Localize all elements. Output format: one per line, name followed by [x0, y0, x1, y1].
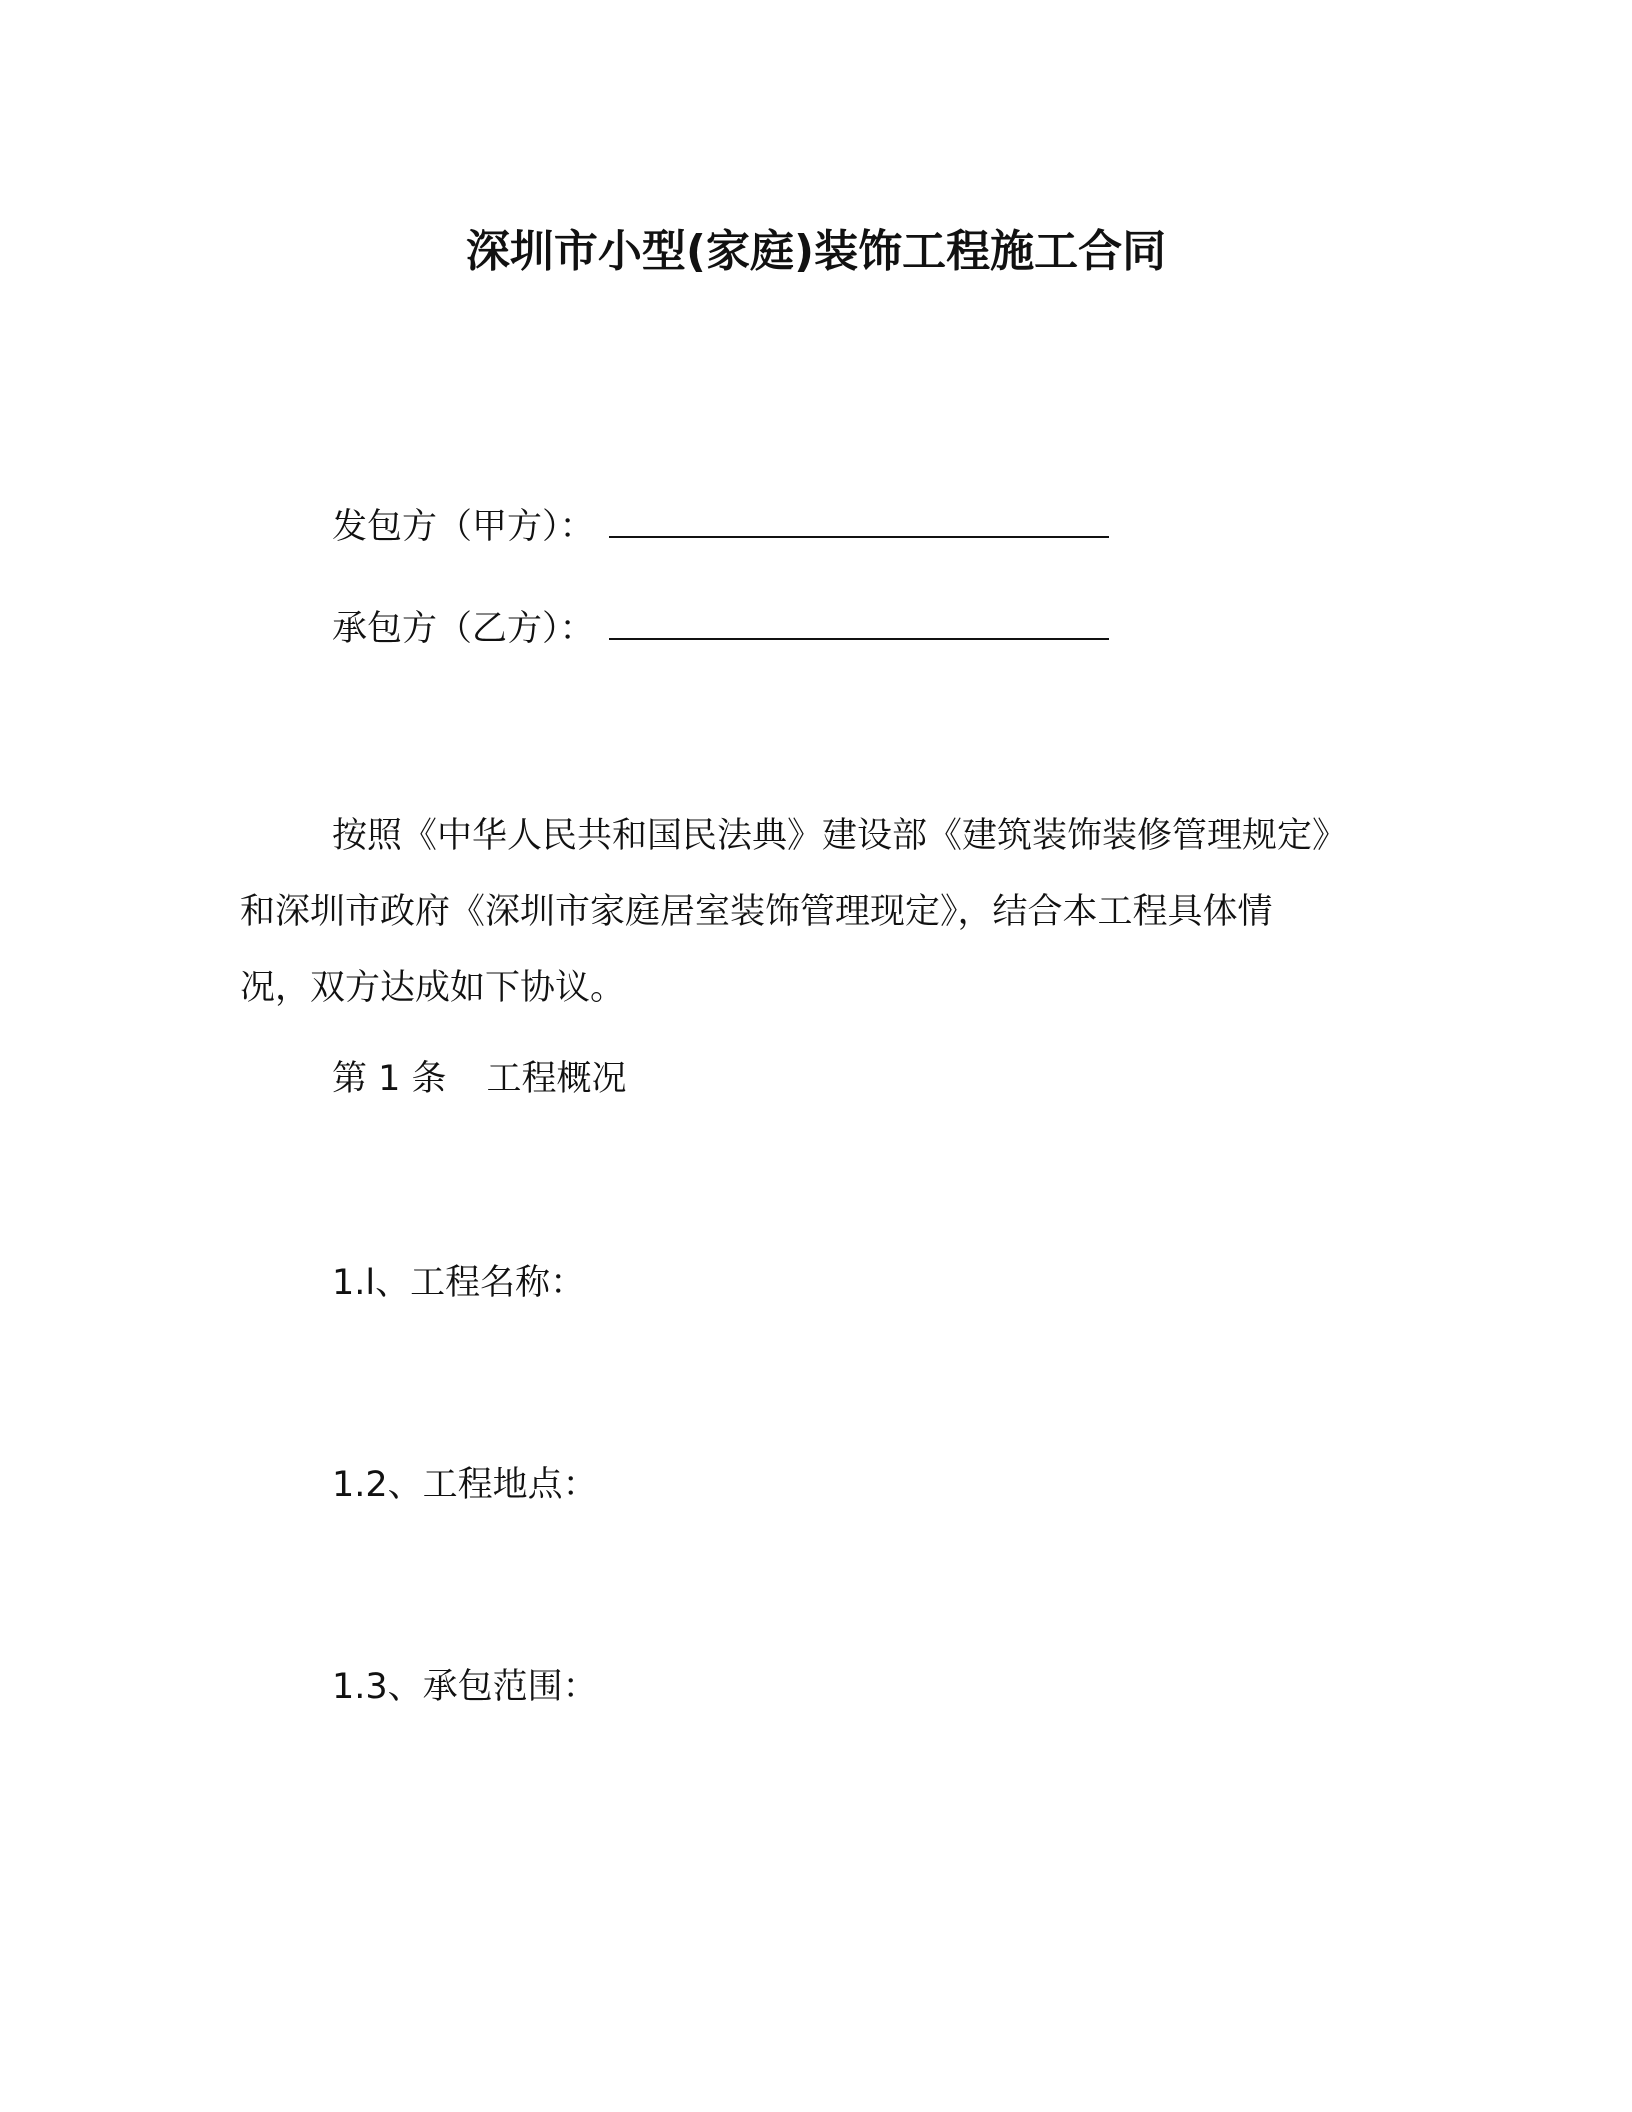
party-a-line [332, 500, 1109, 552]
document-title: 深圳市小型(家庭)装饰工程施工合同 [465, 226, 1167, 277]
intro-paragraph [240, 798, 1400, 1026]
party-b-label: 承包方（乙方）： [332, 609, 595, 649]
section-heading [332, 1054, 627, 1104]
intro-line: 和深圳市政府《深圳市家庭居室装饰管理现定》，结合本工程具体情 [240, 892, 1273, 932]
party-a-blank-field[interactable] [609, 500, 1109, 538]
party-b-blank-field[interactable] [609, 602, 1109, 640]
section-number: 第 1 条 [332, 1059, 447, 1099]
clause-item-contract-scope: 1.3、承包范围： [332, 1667, 598, 1707]
clause-item-project-location: 1.2、工程地点： [332, 1465, 598, 1505]
party-a-label: 发包方（甲方）： [332, 507, 595, 547]
clause-item-project-name: 1.l、工程名称： [332, 1263, 586, 1303]
intro-line: 按照《中华人民共和国民法典》建设部《建筑装饰装修管理规定》 [332, 816, 1348, 856]
intro-line: 况，双方达成如下协议。 [240, 968, 626, 1008]
party-b-line [332, 602, 1109, 654]
section-title: 工程概况 [486, 1059, 627, 1099]
